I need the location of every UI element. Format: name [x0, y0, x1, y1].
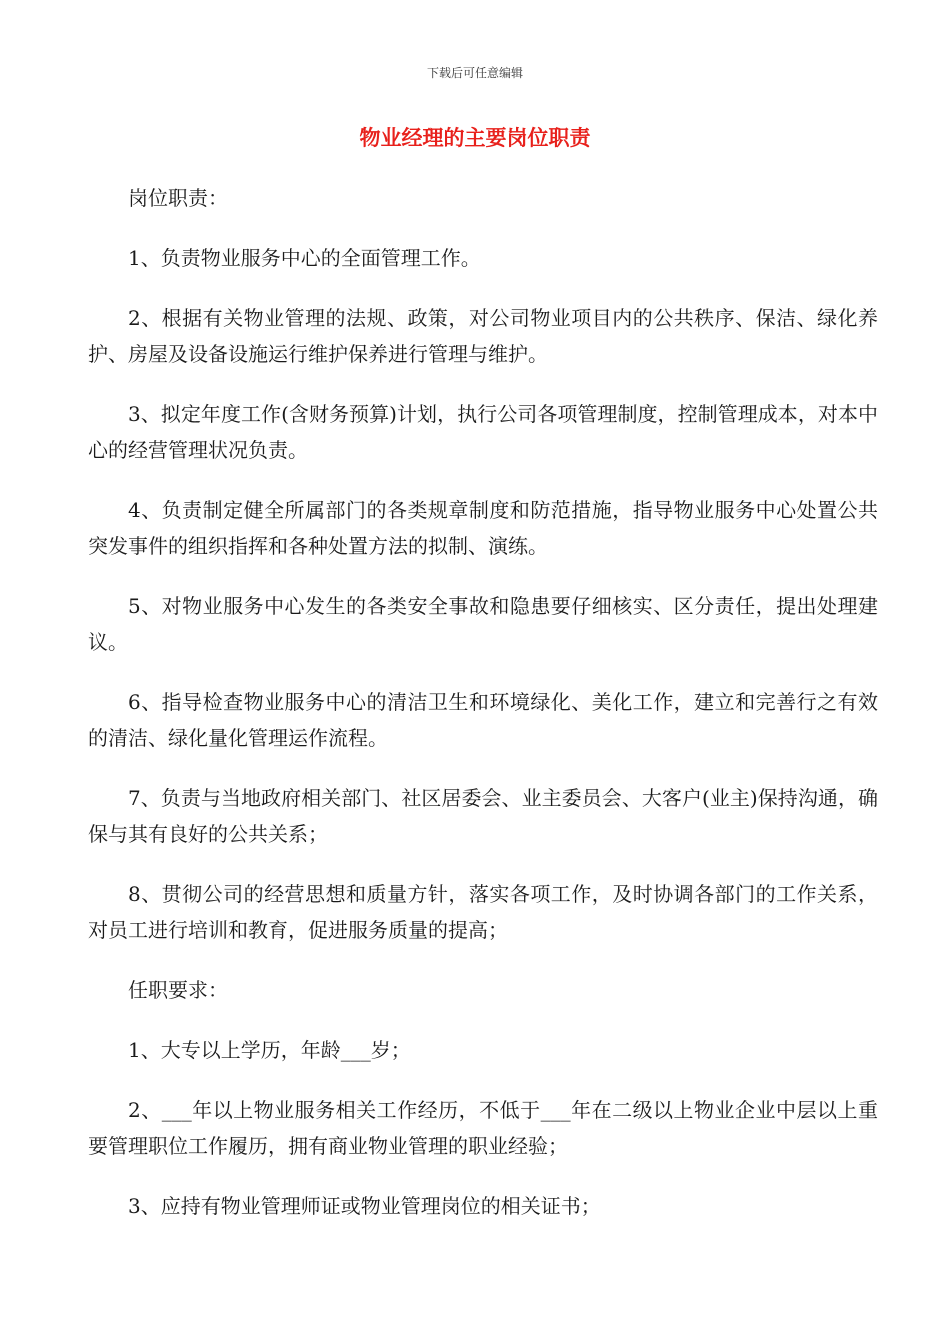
section-heading-duties: 岗位职责：	[128, 186, 228, 210]
requirement-item-2: 2、___年以上物业服务相关工作经历，不低于___年在二级以上物业企业中层以上重要管理职位工作履历，拥有商业物业管理的职业经验；	[88, 1098, 878, 1158]
duty-item-6: 6、指导检查物业服务中心的清洁卫生和环境绿化、美化工作，建立和完善行之有效的清洁、绿化量化管理运作流程。	[88, 690, 878, 750]
header-note: 下载后可任意编辑	[426, 66, 523, 80]
requirement-item-3: 3、应持有物业管理师证或物业管理岗位的相关证书；	[128, 1194, 601, 1218]
duty-item-5: 5、对物业服务中心发生的各类安全事故和隐患要仔细核实、区分责任，提出处理建议。	[88, 594, 878, 654]
duty-item-7: 7、负责与当地政府相关部门、社区居委会、业主委员会、大客户(业主)保持沟通，确保与其有良好的公共关系；	[88, 786, 878, 846]
document-title: 物业经理的主要岗位职责	[359, 125, 591, 150]
duty-item-2: 2、根据有关物业管理的法规、政策，对公司物业项目内的公共秩序、保洁、绿化养护、房屋及设备设施运行维护保养进行管理与维护。	[88, 306, 878, 366]
section-heading-requirements: 任职要求：	[128, 978, 228, 1002]
duty-item-8: 8、贯彻公司的经营思想和质量方针，落实各项工作，及时协调各部门的工作关系，对员工进行培训和教育，促进服务质量的提高；	[88, 882, 878, 942]
duty-item-1: 1、负责物业服务中心的全面管理工作。	[128, 246, 481, 270]
requirement-item-1: 1、大专以上学历，年龄___岁；	[128, 1038, 411, 1062]
duty-item-3: 3、拟定年度工作(含财务预算)计划，执行公司各项管理制度，控制管理成本，对本中心的经营管理状况负责。	[88, 402, 878, 462]
document-body	[88, 180, 878, 1248]
duty-item-4: 4、负责制定健全所属部门的各类规章制度和防范措施，指导物业服务中心处置公共突发事件的组织指挥和各种处置方法的拟制、演练。	[88, 498, 878, 558]
